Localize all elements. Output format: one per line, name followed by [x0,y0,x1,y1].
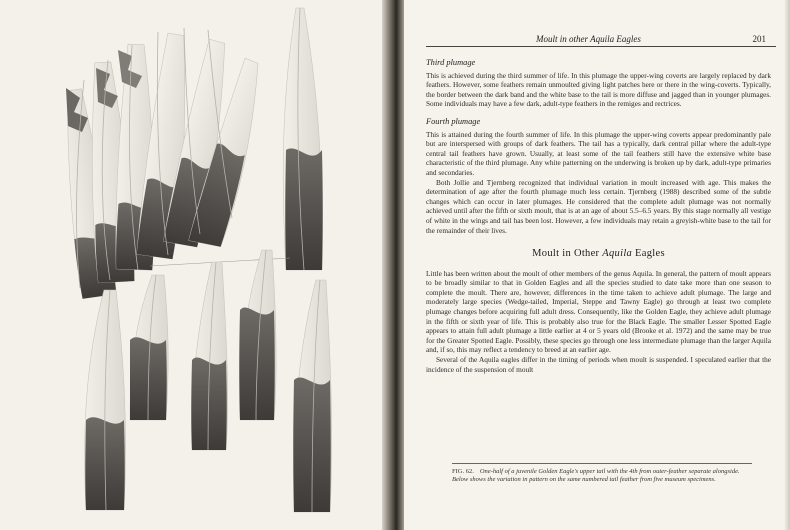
figure-caption [452,463,752,485]
section-heading-fourth-plumage: Fourth plumage [426,116,481,126]
specimen-feathers [85,250,332,512]
page-number: 201 [752,34,766,44]
paragraph: Both Jollie and Tjernberg recognized that individual variation in moult increased with age. This makes the determination of age after the fourth plumage much less certain. Tjernberg (1988) described some of the subtle changes which can occur in later plumages. He considered that the complete adult plumage was not normally achieved until after the fifth or sixth moult, that is at an age of about 5.5–6.5 years. By this stage normally all vestige of white in the wings and tail has been lost. However, a few individuals may retain a greyish-white base to the tail for the remainder of their lives. [426,177,771,235]
paragraph: This is attained during the fourth summer of life. In this plumage the upper-wing coverts appear predominantly pale but are interspersed with groups of dark feathers. The tail has a typically, dark central pillar where the adult-type central tail feathers have grown. Usually, at least some of the tail feathers still have the extensive white base characteristic of the third plumage. Any white patterning on the underwing is broken up by dark, adult-type primaries and secondaries. [426,129,771,177]
half-tail-fan [53,28,290,299]
section-title-moult-other-aquila: Moult in Other Aquila Eagles [532,248,665,260]
section-heading-third-plumage: Third plumage [426,58,476,67]
running-header [426,32,776,47]
running-title: Moult in other Aquila Eagles [536,34,641,44]
figure-label: FIG. 62. [452,468,474,475]
paragraph: Little has been written about the moult of other members of the genus Aquila. In general, the pattern of moult appears to be broadly similar to that in Golden Eagles and all the species studied to date take more than one season to complete the moult. There are, however, differences in the time taken to achieve adult plumage. The large and moderately large species (Wedge-tailed, Imperial, Steppe and Tawny Eagle) go through at least two complete plumage changes before acquiring full adult dress. Consequently, like the Golden Eagle, they achieve adult plumage in the fifth or sixth year of life. This is probably also true for the Black Eagle. The smaller Lesser Spotted Eagle appears to attain full adult plumage a little earlier at 4 or 5 years old (Brooke et al. 1972) and the same may be true for the Greater Spotted Eagle. Possibly, these species go through one less intermediate plumage than the larger Aquila and, if so, this may reflect a tendency to breed at an earlier age. [426,268,771,355]
separate-feather [283,8,323,270]
feather-illustration [0,0,384,530]
left-page [0,0,384,530]
figure-caption-text: One-half of a juvenile Golden Eagle's upper tail with the 4th from outer-feather separate alongside. Below shows the variation in pattern on the same numbered tail feather from five museum specimens. [452,468,740,484]
right-page [404,0,790,530]
paragraph: Several of the Aquila eagles differ in the timing of periods when moult is suspended. I speculated earlier that the incidence of the suspension of moult [426,355,771,374]
paragraph: This is achieved during the third summer of life. In this plumage the upper-wing coverts are largely replaced by dark feathers. However, some feathers remain unmoulted giving light patches here or there in the wing-coverts. Typically, the border between the dark band and the white base to the tail is more diffuse and jagged than in younger plumages. Some individuals may have a few dark, adult-type feathers in the remiges and rectrices. [426,70,771,109]
body-text [426,58,771,374]
